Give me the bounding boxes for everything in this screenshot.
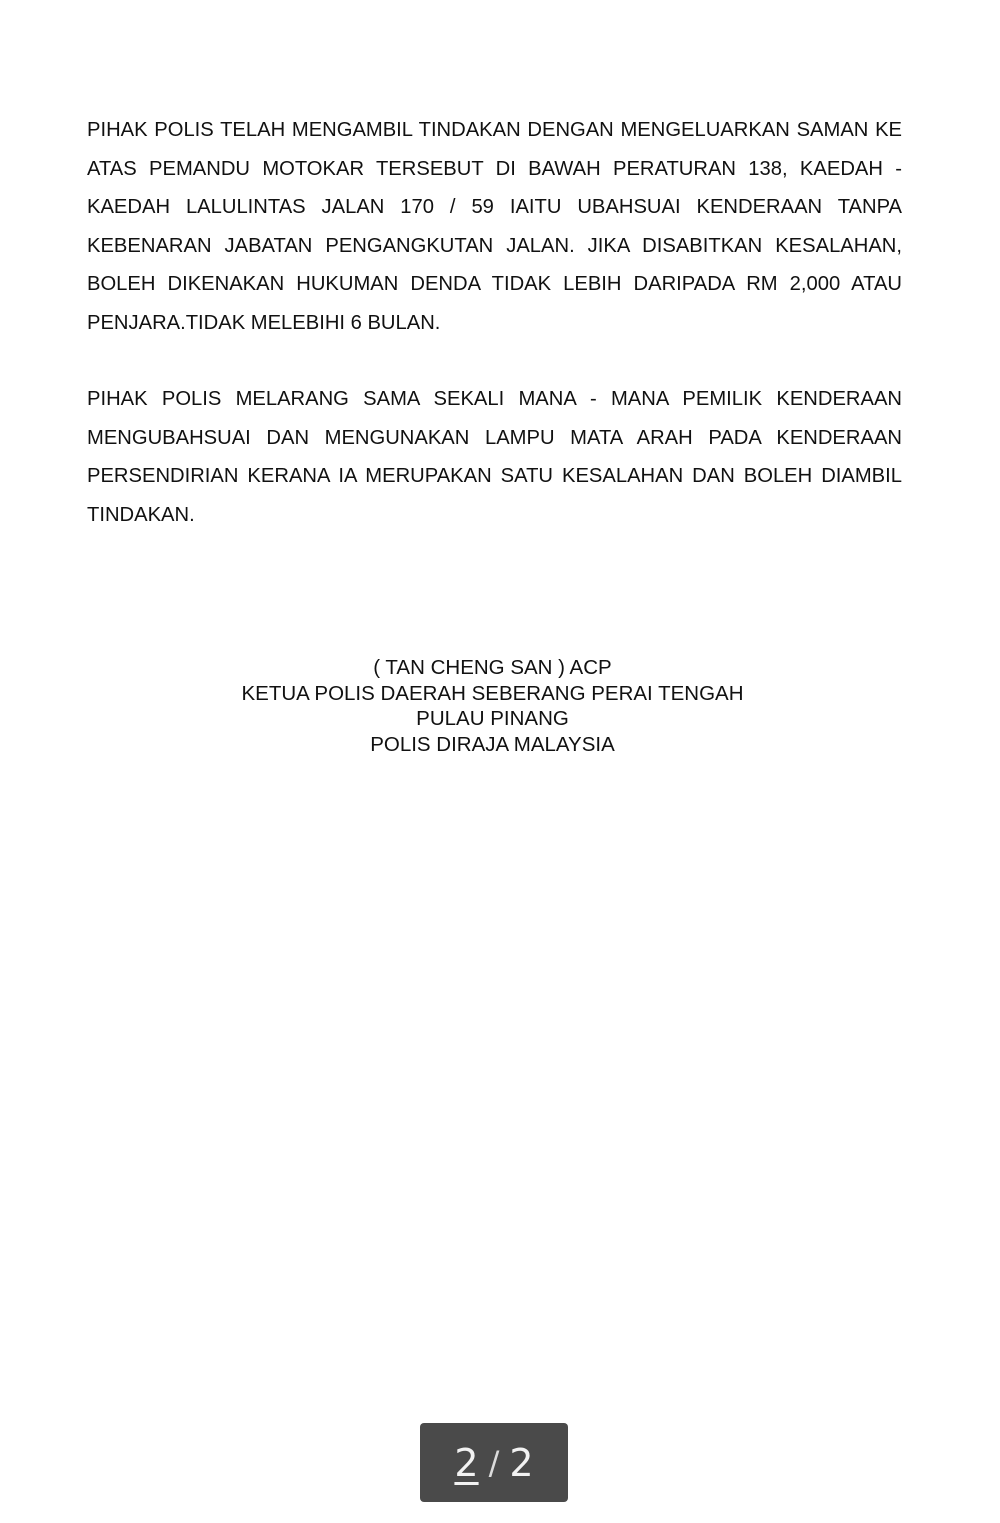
signatory-title: KETUA POLIS DAERAH SEBERANG PERAI TENGAH (241, 681, 744, 705)
total-pages-number: 2 (509, 1440, 534, 1485)
page-separator: / (488, 1443, 500, 1482)
body-paragraph: PIHAK POLIS MELARANG SAMA SEKALI MANA - MANA PEMILIK KENDERAAN MENGUBAHSUAI DAN MENGUNAKAN LAMPU MATA ARAH PADA KENDERAAN PERSENDIRIAN KERANA IA MERUPAKAN SATU KESALAHAN DAN BOLEH DIAMBIL TINDAKAN. (87, 388, 902, 526)
page-indicator[interactable] (420, 1423, 568, 1502)
signature-block (0, 655, 985, 757)
current-page-number: 2 (454, 1440, 479, 1485)
body-paragraph: PIHAK POLIS TELAH MENGAMBIL TINDAKAN DENGAN MENGELUARKAN SAMAN KE ATAS PEMANDU MOTOKAR TERSEBUT DI BAWAH PERATURAN 138, KAEDAH - KAEDAH LALULINTAS JALAN 170 / 59 IAITU UBAHSUAI KENDERAAN TANPA KEBENARAN JABATAN PENGANGKUTAN JALAN. JIKA DISABITKAN KESALAHAN, BOLEH DIKENAKAN HUKUMAN DENDA TIDAK LEBIH DARIPADA RM 2,000 ATAU PENJARA.TIDAK MELEBIHI 6 BULAN. (87, 119, 902, 334)
signatory-name: ( TAN CHENG SAN ) ACP (373, 656, 612, 679)
signatory-organization: POLIS DIRAJA MALAYSIA (370, 732, 615, 756)
signatory-state: PULAU PINANG (416, 707, 569, 730)
